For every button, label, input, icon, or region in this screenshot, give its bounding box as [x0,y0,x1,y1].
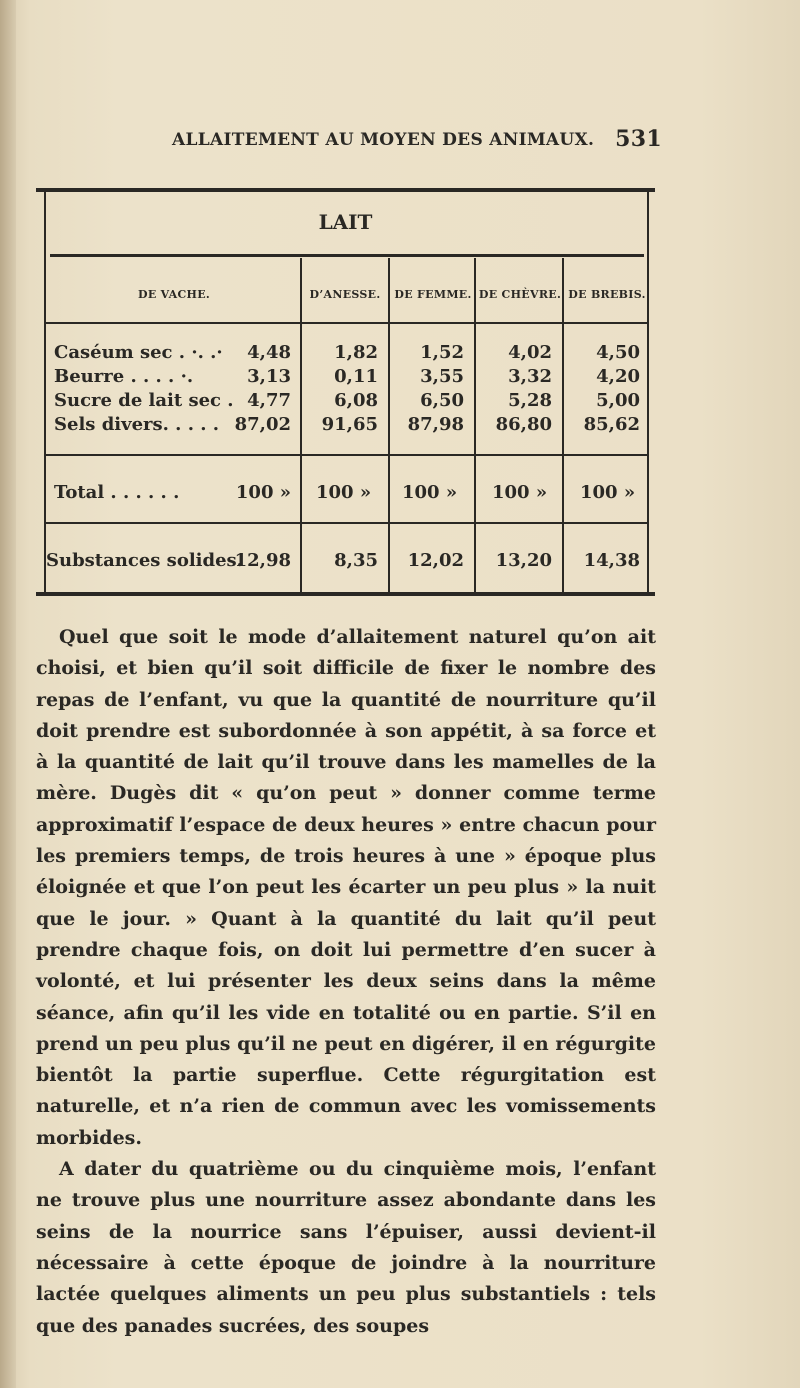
column-header-vache: DE VACHE. [137,288,211,301]
table-cell: 100 » [492,482,548,503]
table-cell: 100 » [316,482,372,503]
table-cell: 3,55 [420,366,464,387]
body-text [36,622,656,1342]
table-cell: 4,02 [508,342,552,363]
table-cell: 1,52 [420,342,464,363]
table-cell: 5,00 [596,390,640,411]
table-cell: 4,77 [247,390,291,411]
table-cell: 100 » [402,482,458,503]
group-title-rule [50,254,644,257]
solids-label: Substances solides. [46,550,243,571]
table-cell: 4,20 [596,366,640,387]
column-divider [300,258,302,592]
table-bottom-rule [36,592,655,596]
total-top-rule [46,454,647,456]
row-label: Beurre . . . . ·. [54,366,194,387]
running-head [172,126,662,154]
total-label: Total . . . . . . [54,482,180,503]
column-header-femme: DE FEMME. [394,288,472,301]
table-cell: 3,32 [508,366,552,387]
table-group-title: LAIT [318,210,373,234]
table-cell: 13,20 [495,550,552,571]
column-header-brebis: DE BREBIS. [568,288,646,301]
table-cell: 91,65 [321,414,378,435]
table-cell: 5,28 [508,390,552,411]
column-divider [388,258,390,592]
row-label: Caséum sec . ·. .· [54,342,223,363]
page-binding [0,0,16,1388]
table-cell: 100 » [580,482,636,503]
paragraph: A dater du quatrième ou du cinquième mois, l’enfant ne trouve plus une nourriture assez abondante dans les seins de la nourrice sans l’épuiser, aussi devient-il nécessaire à cette époque de joindre à la nourriture lactée quelques aliments un peu plus substantiels : tels que des panades sucrées, des soupes [36,1158,656,1337]
column-header-chevre: DE CHÈVRE. [478,288,562,301]
page-number: 531 [615,126,662,152]
table-cell: 14,38 [583,550,640,571]
table-cell: 6,08 [334,390,378,411]
table-cell: 4,50 [596,342,640,363]
table-cell: 87,98 [407,414,464,435]
table-cell: 6,50 [420,390,464,411]
table-cell: 12,02 [407,550,464,571]
table-cell: 1,82 [334,342,378,363]
solids-top-rule [46,522,647,524]
table-right-border [647,192,649,594]
row-label: Sucre de lait sec . [54,390,234,411]
table-cell: 3,13 [247,366,291,387]
table-cell: 0,11 [334,366,378,387]
row-label: Sels divers. . . . . [54,414,220,435]
paragraph: Quel que soit le mode d’allaitement naturel qu’on ait choisi, et bien qu’il soit difficile de fixer le nombre des repas de l’enfant, vu que la quantité de nourriture qu’il doit prendre est subordonnée à son appétit, à sa force et à la quantité de lait qu’il trouve dans les mamelles de la mère. Dugès dit « qu’on peut » donner comme terme approximatif l’espace de deux heures » entre chacun pour les premiers temps, de trois heures à une » époque plus éloignée et que l’on peut les écarter un peu plus » la nuit que le jour. » Quant à la quantité du lait qu’il peut prendre chaque fois, on doit lui permettre d’en sucer à volonté, et lui présenter les deux seins dans la même séance, afin qu’il les vide en totalité ou en partie. S’il en prend un peu plus qu’il ne peut en digérer, il en régurgite bientôt la partie superflue. Cette régurgitation est naturelle, et n’a rien de commun avec les vomissements morbides. [36,626,656,1149]
table-cell: 100 » [235,482,291,503]
table-cell: 12,98 [234,550,291,571]
table-left-border [44,192,46,594]
header-rule [46,322,647,324]
table-top-rule [36,188,655,192]
table-cell: 4,48 [247,342,291,363]
column-header-anesse: D’ANESSE. [309,288,381,301]
column-divider [474,258,476,592]
milk-composition-table [36,188,655,598]
table-cell: 8,35 [334,550,378,571]
table-cell: 86,80 [495,414,552,435]
column-divider [562,258,564,592]
running-head-title: ALLAITEMENT AU MOYEN DES ANIMAUX. [172,130,595,150]
table-cell: 85,62 [583,414,640,435]
table-cell: 87,02 [234,414,291,435]
